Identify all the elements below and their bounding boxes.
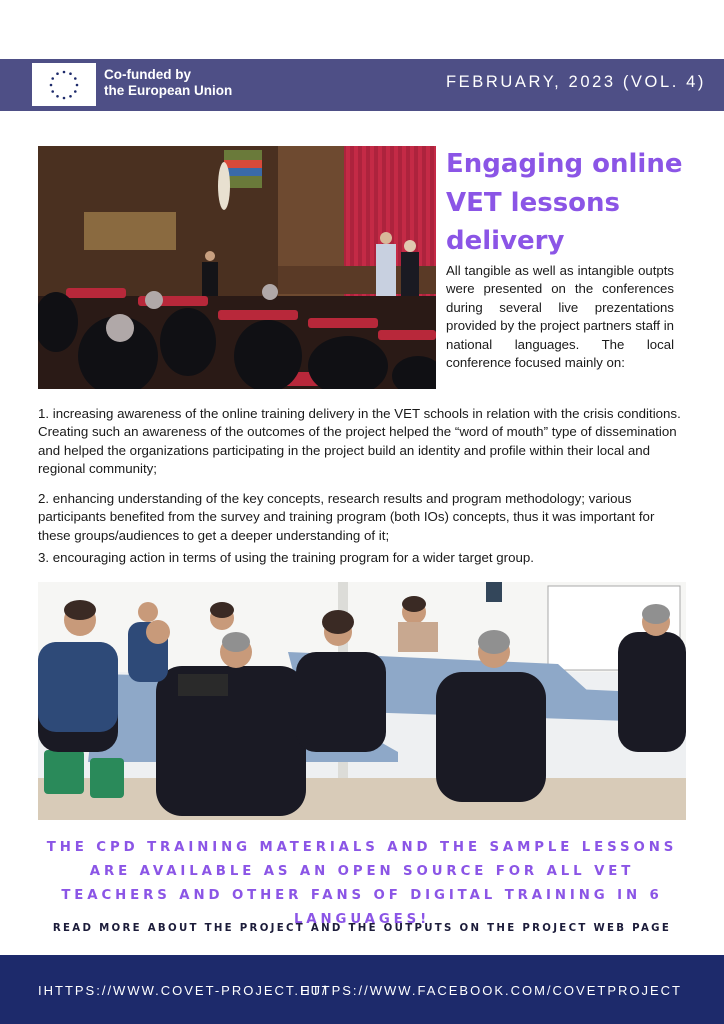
cofunded-line-1: Co-funded by [104, 67, 191, 82]
article-intro: All tangible as well as intangible outpts were presented on the conferences during several live prezentations provided by the project partners staff in national languages. The local conference focused mainly on: [446, 263, 674, 371]
title-line-2: VET lessons [446, 187, 621, 218]
list-item: 1. increasing awareness of the online training delivery in the VET schools in relation with the crisis conditions. Creating such an awareness of the outcomes of the project helped the “word of mouth” type of dissemination and helped the organizations participating in the project build an identity and profile within their local and regional community; [38, 406, 681, 477]
eu-flag-icon [32, 63, 96, 106]
project-website-link[interactable]: IHTTPS://WWW.COVET-PROJECT.EU/ [38, 983, 328, 998]
title-line-3: delivery [446, 226, 565, 256]
read-more-text: READ MORE ABOUT THE PROJECT AND THE OUTPUTS ON THE PROJECT WEB PAGE [52, 923, 672, 934]
open-source-callout: THE CPD TRAINING MATERIALS AND THE SAMPLE LESSONS ARE AVAILABLE AS AN OPEN SOURCE FOR ALL VET TEACHERS AND OTHER FANS OF DIGITAL TRAINING IN 6 LANGUAGES! [46, 840, 678, 927]
header-bar [0, 59, 724, 111]
cofunded-label [104, 67, 232, 99]
facebook-link[interactable]: HTTPS://WWW.FACEBOOK.COM/COVETPROJECT [300, 983, 682, 998]
article-title [446, 145, 706, 261]
cofunded-line-2: the European Union [104, 83, 233, 98]
list-item: 2. enhancing understanding of the key concepts, research results and program methodology; various participants benefited from the survey and training program (both IOs) concepts, thus it was important for these groups/audiences to get a deeper understanding of it; [38, 491, 655, 543]
conference-photo [38, 146, 436, 389]
title-line-1: Engaging online [446, 149, 683, 179]
classroom-photo [38, 582, 686, 820]
list-item: 3. encouraging action in terms of using the training program for a wider target group. [38, 550, 534, 565]
footer-bar [0, 955, 724, 1024]
issue-date: FEBRUARY, 2023 (VOL. 4) [445, 73, 706, 91]
